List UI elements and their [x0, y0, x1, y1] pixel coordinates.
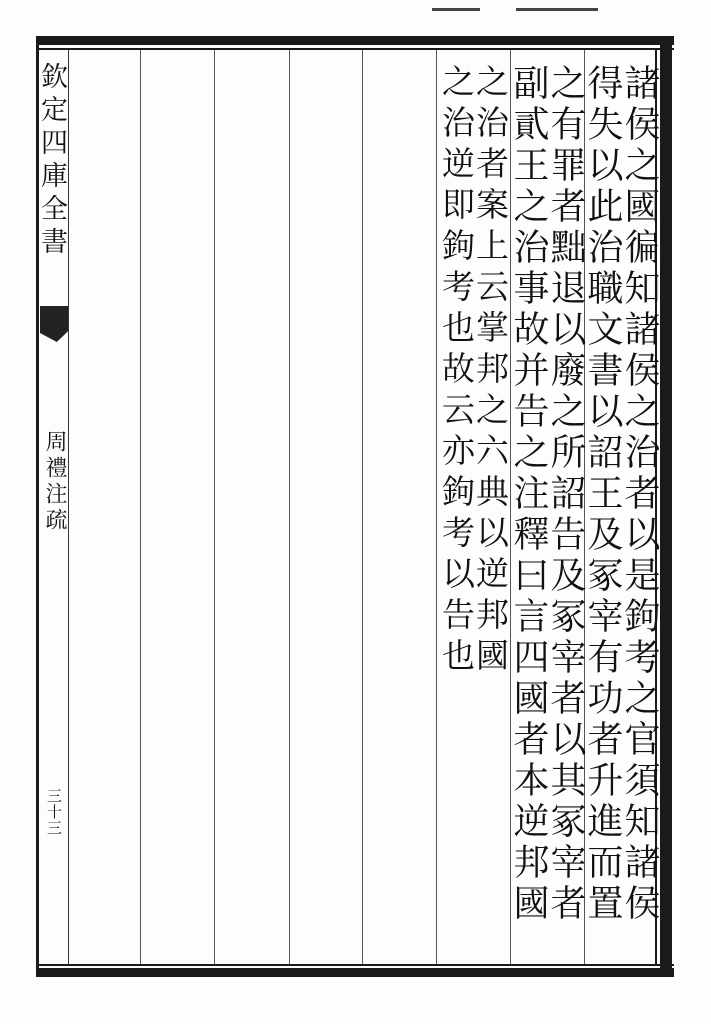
text-column-6: 之治逆即鉤考也故云亦鉤考以告也 [437, 64, 476, 679]
spine-page-number: 三十三 [45, 788, 63, 836]
fish-tail-mark [40, 306, 68, 342]
text-column-5: 之治者案上云掌邦之六典以逆邦國 [471, 64, 510, 679]
column-rule [214, 50, 215, 964]
frame-top-inner-line [36, 48, 674, 50]
text-column-3: 之有罪者黜退以廢之所詔告及冢宰者以其冢宰者 [545, 64, 586, 925]
frame-right-border [660, 36, 672, 977]
spine-book-title: 周禮注疏 [42, 430, 67, 534]
column-rule [362, 50, 363, 964]
column-rule [140, 50, 141, 964]
frame-bottom-inner-line [36, 964, 674, 966]
text-column-2: 得失以此治職文書以詔王及冢宰有功者升進而置 [582, 64, 623, 925]
spine-collection-title: 欽定四庫全書 [36, 62, 67, 260]
top-edge-mark [432, 8, 480, 11]
frame-bottom-border [36, 968, 674, 977]
text-column-1: 諸侯之國徧知諸侯之治者以是鉤考之官須知諸侯 [619, 64, 660, 925]
frame-top-border [36, 36, 674, 45]
top-edge-mark [516, 8, 598, 11]
spine-rule [68, 50, 69, 964]
column-rule [289, 50, 290, 964]
text-column-4: 副貳王之治事故并告之注釋曰言四國者本逆邦國 [508, 64, 549, 925]
